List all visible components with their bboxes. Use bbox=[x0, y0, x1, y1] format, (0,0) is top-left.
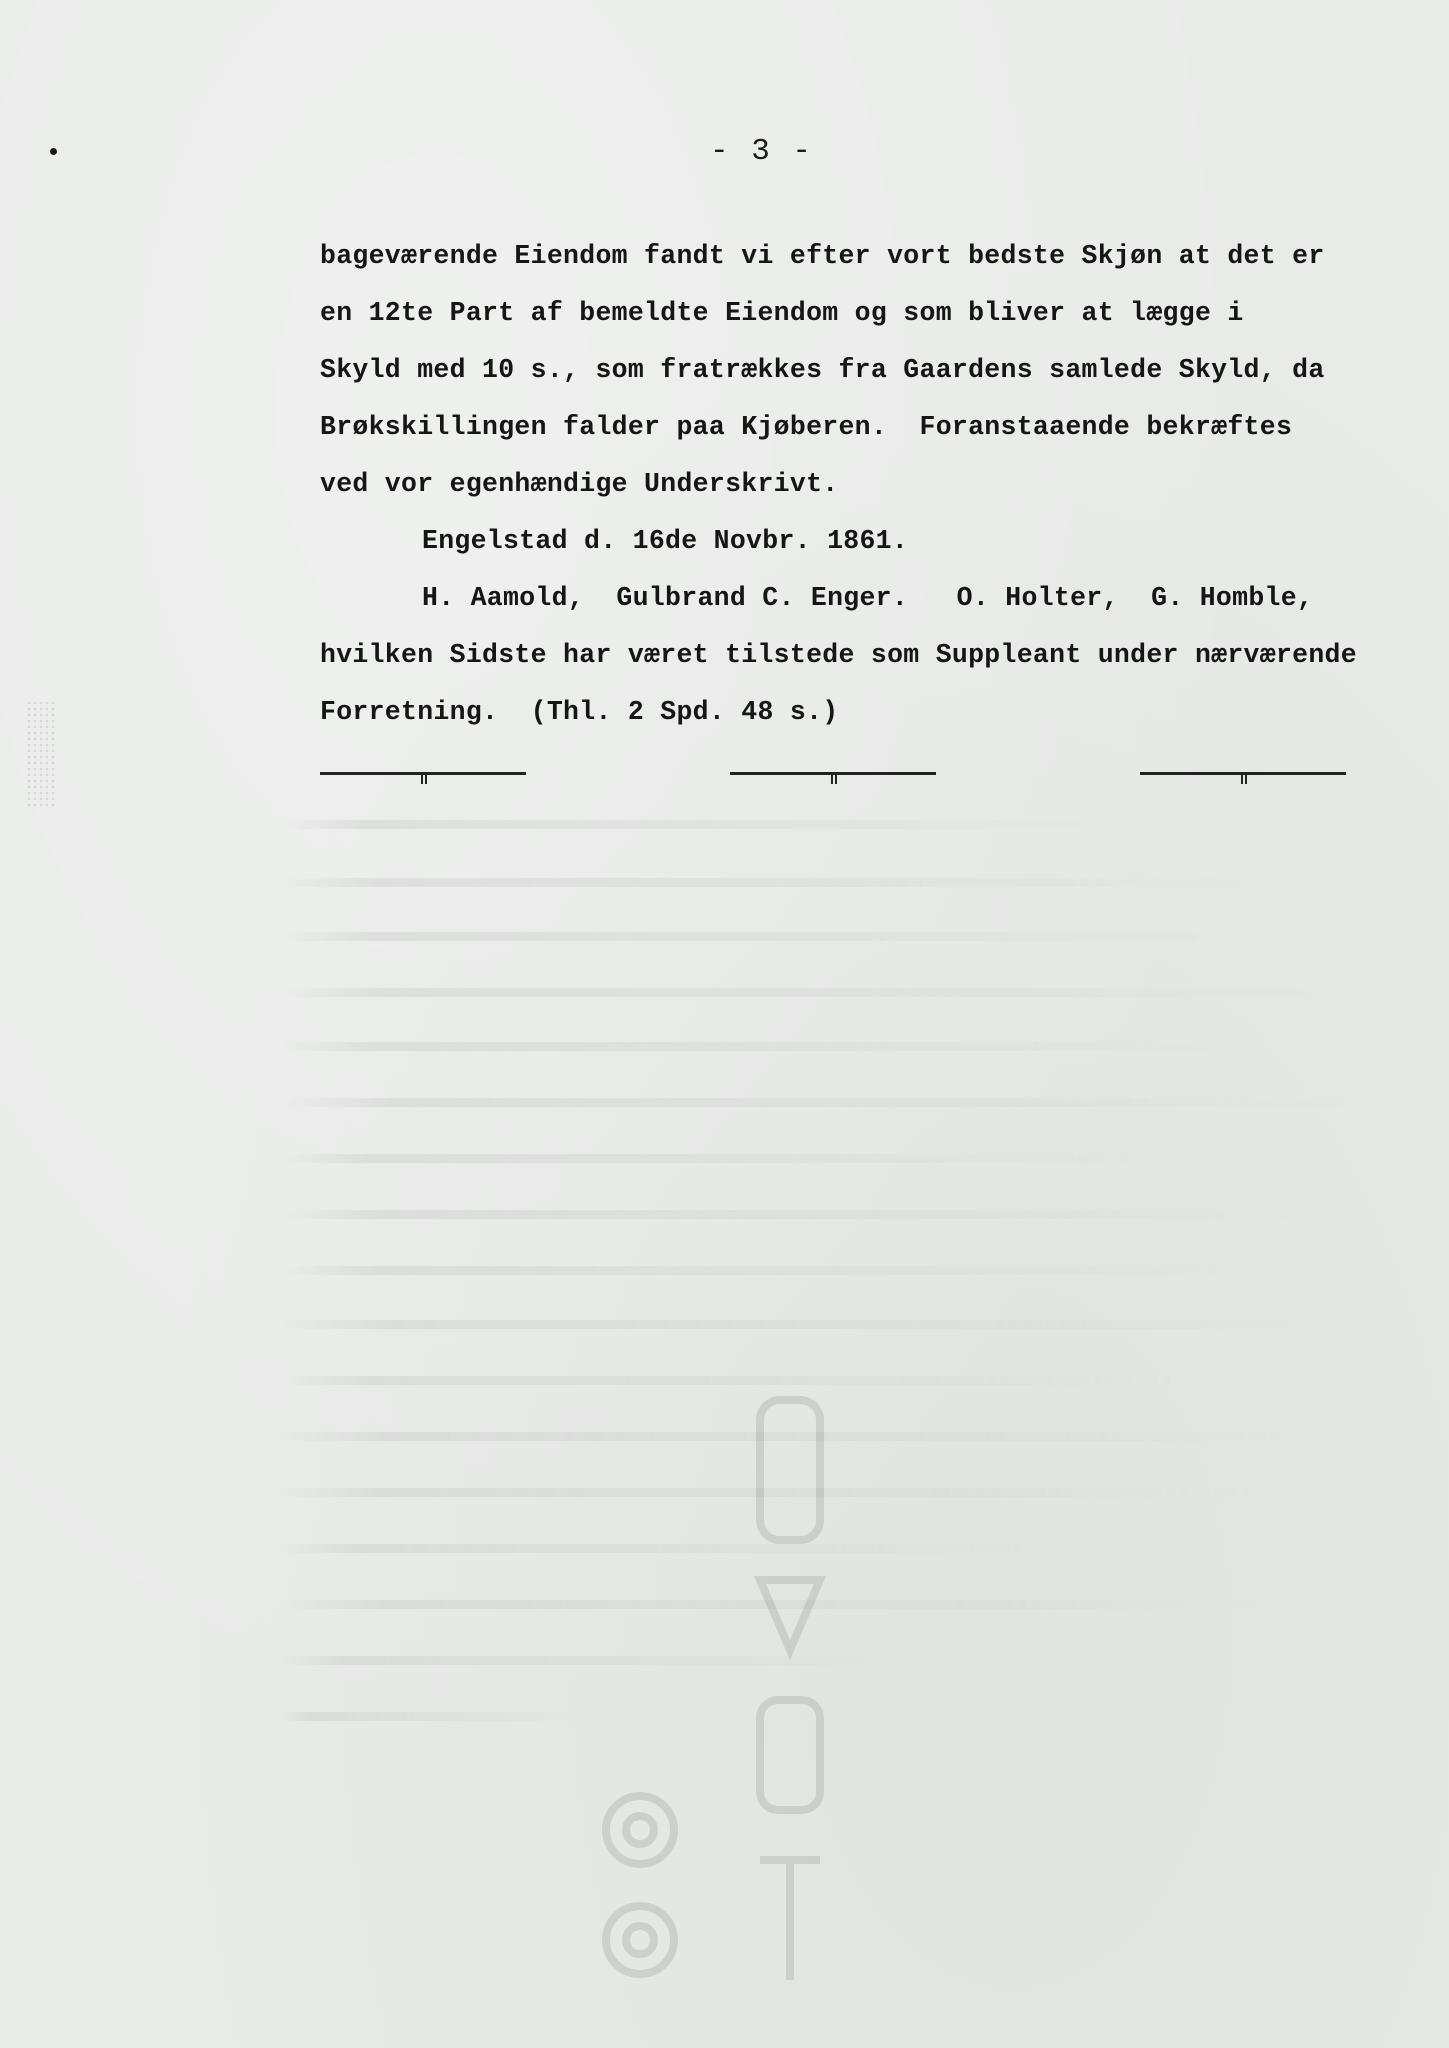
separator-line bbox=[730, 772, 936, 775]
text-line: bageværende Eiendom fandt vi efter vort bedste Skjøn at det er bbox=[320, 241, 1325, 271]
paper-speckle bbox=[26, 700, 56, 810]
page-number: - 3 - bbox=[710, 134, 814, 169]
text-line: hvilken Sidste har været tilstede som Suppleant under nærværende bbox=[320, 640, 1357, 670]
text-line: en 12te Part af bemeldte Eiendom og som bliver at lægge i bbox=[320, 298, 1244, 328]
text-line: ved vor egenhændige Underskrivt. bbox=[320, 469, 839, 499]
date-line: Engelstad d. 16de Novbr. 1861. bbox=[422, 526, 909, 556]
text-line: Brøkskillingen falder paa Kjøberen. Foranstaaende bekræftes bbox=[320, 412, 1293, 442]
signatories-line: H. Aamold, Gulbrand C. Enger. O. Holter, G. Homble, bbox=[422, 583, 1314, 613]
text-line: Forretning. (Thl. 2 Spd. 48 s.) bbox=[320, 697, 839, 727]
stamp-bleed-through bbox=[570, 1320, 890, 2020]
separator-line bbox=[320, 772, 526, 775]
text-line: Skyld med 10 s., som fratrækkes fra Gaardens samlede Skyld, da bbox=[320, 355, 1325, 385]
document-body bbox=[320, 228, 1420, 741]
margin-dot bbox=[50, 148, 57, 155]
separator-line bbox=[1140, 772, 1346, 775]
section-separator bbox=[320, 766, 1350, 790]
